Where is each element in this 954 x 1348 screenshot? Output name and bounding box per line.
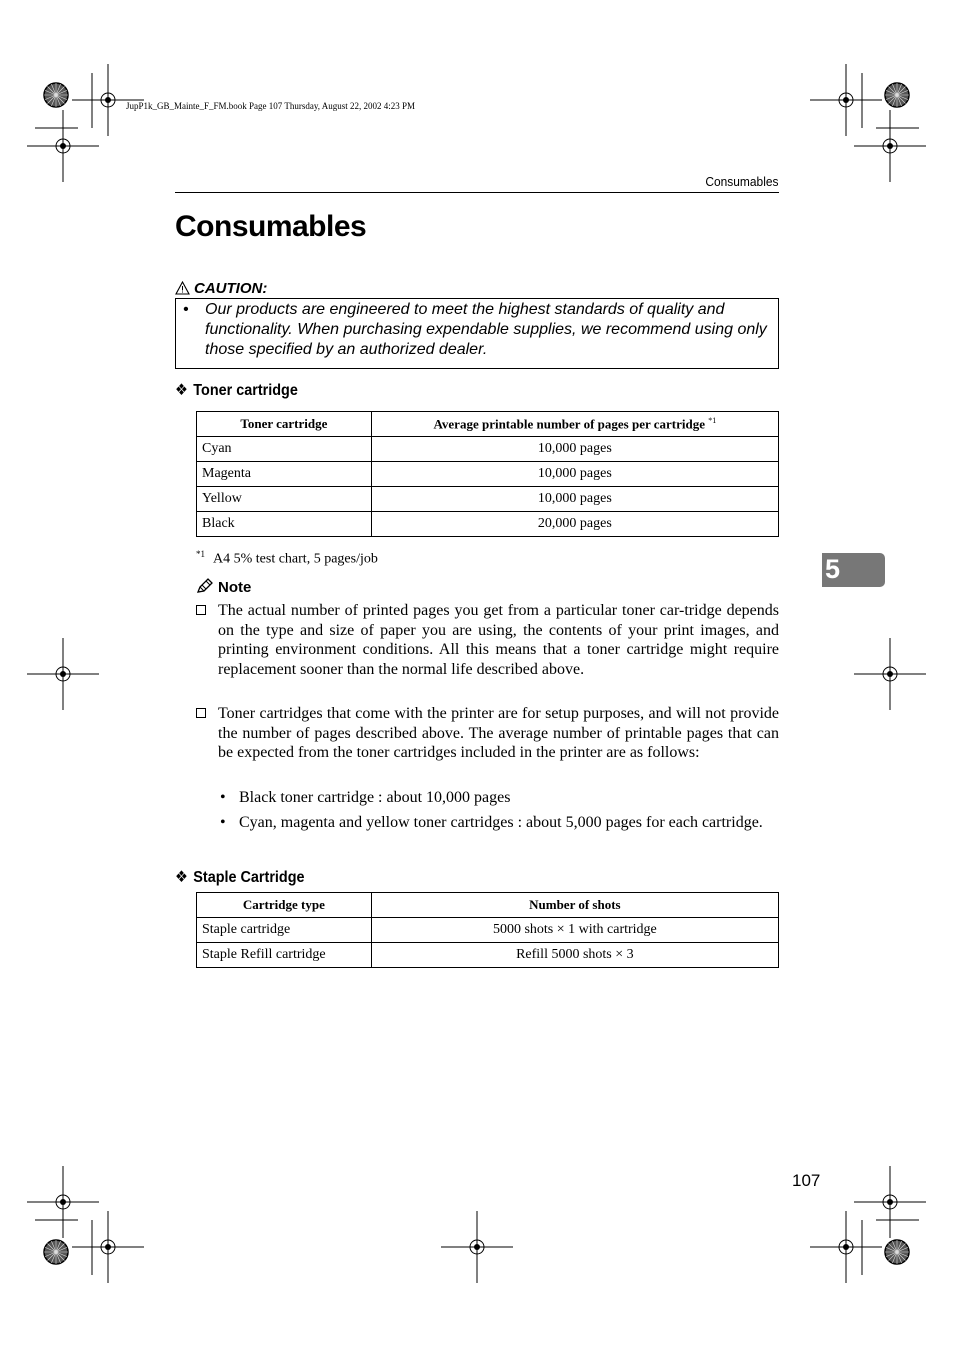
table-header-row [197,893,779,918]
table-cell: Yellow [197,487,372,512]
bullet-icon: • [220,814,226,831]
diamond-bullet-icon: ❖ [175,869,188,886]
staple-table [196,892,779,968]
list-item [220,813,779,833]
table-cell: Cyan [197,437,372,462]
bullet-icon: • [220,789,226,806]
footnote-mark: *1 [196,549,205,559]
table-cell: 10,000 pages [371,487,778,512]
toner-section-heading [175,380,298,400]
caution-label [175,280,267,297]
print-slug: JupP1k_GB_Mainte_F_FM.book Page 107 Thursday, August 22, 2002 4:23 PM [126,101,416,111]
header-rule [175,192,779,193]
table-row [197,918,779,943]
staple-heading-text: Staple Cartridge [193,869,305,886]
footnote-text: A4 5% test chart, 5 pages/job [213,551,378,567]
note-heading [196,578,251,596]
warning-triangle-icon [175,281,190,295]
chapter-tab [822,553,885,587]
table-cell: 10,000 pages [371,462,778,487]
table-row [197,462,779,487]
list-item [220,788,779,808]
column-header: Toner cartridge [197,412,372,437]
diamond-bullet-icon: ❖ [175,382,188,399]
caution-text: Our products are engineered to meet the highest standards of quality and functionality. When purchasing expendable supplies, we recommend using only those specified by an authorized dealer. [205,301,767,358]
toner-table [196,411,779,537]
caution-label-text: CAUTION: [194,280,268,297]
checkbox-square-icon [196,708,206,718]
column-header [371,412,778,437]
column-header: Cartridge type [197,893,372,918]
page-number: 107 [792,1171,821,1190]
note-heading-text: Note [218,579,252,596]
note-item [196,704,779,763]
column-header: Number of shots [371,893,778,918]
chapter-tab-number: 5 [825,554,841,584]
table-row [197,437,779,462]
running-head: Consumables [704,174,778,189]
table-cell: Refill 5000 shots × 3 [371,943,778,968]
note-item [196,601,779,679]
staple-section-heading [175,867,305,887]
page-title: Consumables [175,210,367,243]
checkbox-square-icon [196,605,206,615]
table-cell: 10,000 pages [371,437,778,462]
caution-bullet: • [183,301,189,318]
table-cell: Staple Refill cartridge [197,943,372,968]
table-header-row [197,412,779,437]
table-cell: Black [197,512,372,537]
pencil-icon [196,578,214,594]
table-row [197,943,779,968]
table-cell: 5000 shots × 1 with cartridge [371,918,778,943]
note-item-text: The actual number of printed pages you get from a particular toner car-tridge depends on the type and size of paper you are using, the contents of your print images, and printing environment conditions. All this means that a toner cartridge might require replacement sooner than the normal life described above. [218,602,779,678]
footnote [196,549,378,568]
table-row [197,512,779,537]
toner-heading-text: Toner cartridge [193,382,298,399]
footnote-mark: *1 [708,415,717,425]
table-cell: Magenta [197,462,372,487]
list-item-text: Cyan, magenta and yellow toner cartridges : about 5,000 pages for each cartridge. [239,814,763,831]
table-row [197,487,779,512]
list-item-text: Black toner cartridge : about 10,000 pages [239,789,511,806]
table-cell: Staple cartridge [197,918,372,943]
table-cell: 20,000 pages [371,512,778,537]
note-item-text: Toner cartridges that come with the printer are for setup purposes, and will not provide the number of pages described above. The average number of printable pages that can be expected from the toner cartridges included in the printer are as follows: [218,705,779,761]
column-header-text: Average printable number of pages per cartridge [433,416,705,432]
